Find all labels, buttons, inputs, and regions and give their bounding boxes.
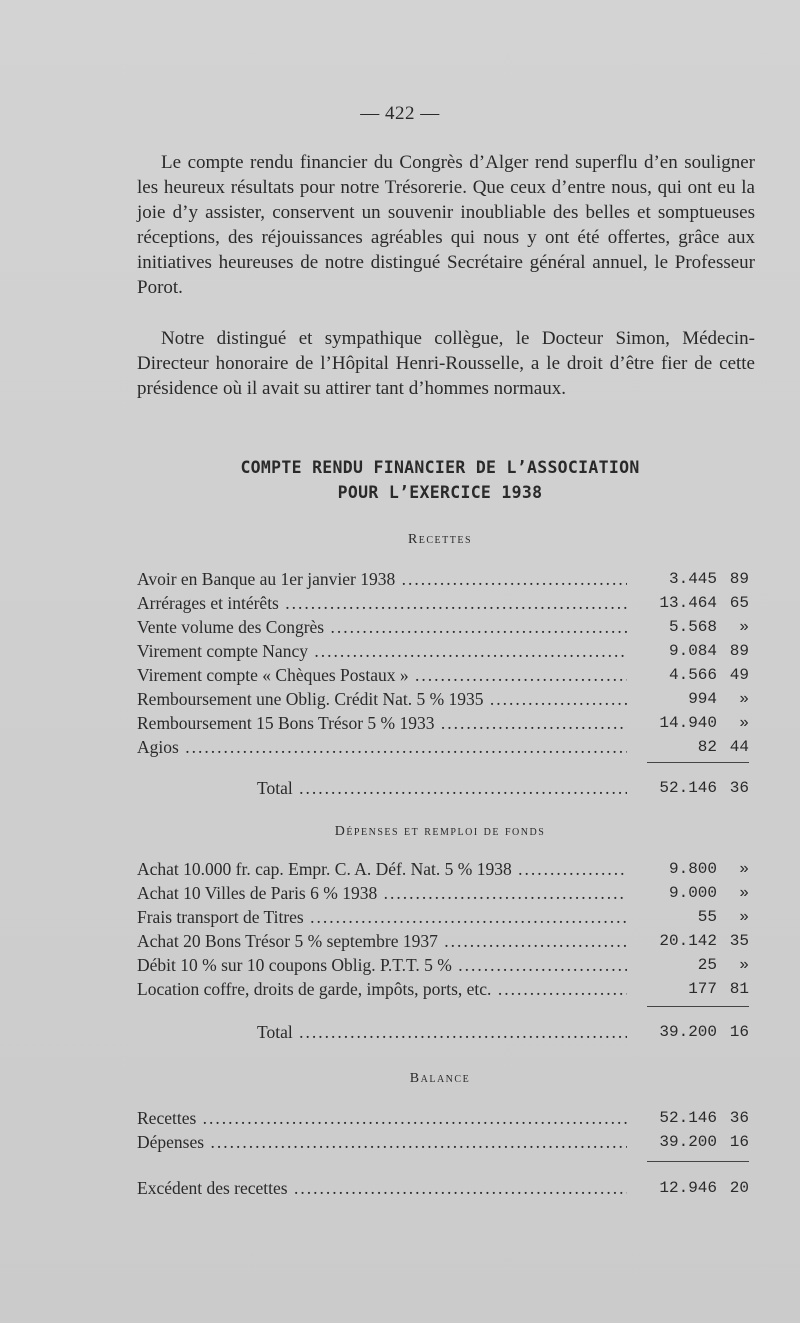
- row-cents: 89: [729, 642, 749, 660]
- balance-row: [137, 1130, 749, 1154]
- row-cents: 36: [729, 1109, 749, 1127]
- depenses-total-row: [137, 1020, 749, 1044]
- depenses-row: [137, 881, 749, 905]
- recettes-row: [137, 687, 749, 711]
- total-amount: 39.200: [659, 1023, 717, 1041]
- row-label: Location coffre, droits de garde, impôts, ports, etc. .....: [137, 977, 627, 1001]
- row-cents: 81: [729, 980, 749, 998]
- row-amount: 4.566: [668, 666, 717, 684]
- row-amount: 52.146: [659, 1109, 717, 1127]
- row-label: Débit 10 % sur 10 coupons Oblig. P.T.T. 5 % .....: [137, 953, 627, 977]
- row-label: Remboursement une Oblig. Crédit Nat. 5 % 1935 .....: [137, 687, 627, 711]
- total-label: Total .....: [257, 776, 627, 800]
- row-cents: »: [739, 908, 749, 926]
- report-subtitle: POUR L’EXERCICE 1938: [337, 483, 543, 502]
- row-label: Virement compte Nancy .....: [137, 639, 627, 663]
- row-label: Virement compte « Chèques Postaux » .....: [137, 663, 627, 687]
- row-label: Recettes .....: [137, 1106, 627, 1130]
- report-title: COMPTE RENDU FINANCIER DE L’ASSOCIATION: [240, 458, 640, 477]
- row-cents: »: [739, 714, 749, 732]
- total-label: Total .....: [257, 1020, 627, 1044]
- depenses-heading: Dépenses et remploi de fonds: [334, 824, 546, 839]
- second-paragraph: Notre distingué et sympathique collègue, le Docteur Simon, Médecin-Directeur honoraire de l’Hôpital Henri-Rousselle, a le droit d’être fier de cette présidence où il avait su attirer tant d’hommes normaux.: [137, 328, 755, 399]
- row-cents: »: [739, 884, 749, 902]
- row-amount: 82: [697, 738, 717, 756]
- row-cents: »: [739, 860, 749, 878]
- sum-rule: [647, 1006, 749, 1007]
- row-label: Dépenses .....: [137, 1130, 627, 1154]
- row-cents: 49: [729, 666, 749, 684]
- balance-row: [137, 1106, 749, 1130]
- row-label: Achat 10.000 fr. cap. Empr. C. A. Déf. Nat. 5 % 1938 .....: [137, 857, 627, 881]
- row-amount: 9.084: [668, 642, 717, 660]
- row-label: Agios .....: [137, 735, 627, 759]
- total-amount: 52.146: [659, 779, 717, 797]
- row-amount: 14.940: [659, 714, 717, 732]
- row-cents: »: [739, 618, 749, 636]
- recettes-row: [137, 735, 749, 759]
- sum-rule: [647, 1161, 749, 1162]
- sum-rule: [647, 762, 749, 763]
- result-amount: 12.946: [659, 1179, 717, 1197]
- recettes-row: [137, 663, 749, 687]
- row-amount: 177: [688, 980, 717, 998]
- depenses-row: [137, 977, 749, 1001]
- row-amount: 5.568: [668, 618, 717, 636]
- total-cents: 36: [729, 779, 749, 797]
- row-cents: 16: [729, 1133, 749, 1151]
- row-cents: »: [739, 690, 749, 708]
- result-label: Excédent des recettes .....: [137, 1176, 627, 1200]
- page-number: — 422 —: [360, 103, 440, 124]
- row-label: Achat 20 Bons Trésor 5 % septembre 1937 .....: [137, 929, 627, 953]
- row-cents: 44: [729, 738, 749, 756]
- row-amount: 9.000: [668, 884, 717, 902]
- row-amount: 3.445: [668, 570, 717, 588]
- recettes-row: [137, 711, 749, 735]
- row-amount: 25: [697, 956, 717, 974]
- row-amount: 55: [697, 908, 717, 926]
- result-cents: 20: [729, 1179, 749, 1197]
- recettes-row: [137, 567, 749, 591]
- row-amount: 9.800: [668, 860, 717, 878]
- row-amount: 39.200: [659, 1133, 717, 1151]
- row-label: Avoir en Banque au 1er janvier 1938 .....: [137, 567, 627, 591]
- recettes-total-row: [137, 776, 749, 800]
- row-label: Remboursement 15 Bons Trésor 5 % 1933 .....: [137, 711, 627, 735]
- total-cents: 16: [729, 1023, 749, 1041]
- row-cents: 35: [729, 932, 749, 950]
- recettes-heading: Recettes: [407, 532, 473, 547]
- recettes-row: [137, 615, 749, 639]
- row-amount: 994: [688, 690, 717, 708]
- row-cents: 89: [729, 570, 749, 588]
- depenses-row: [137, 905, 749, 929]
- row-cents: 65: [729, 594, 749, 612]
- depenses-row: [137, 929, 749, 953]
- recettes-row: [137, 639, 749, 663]
- row-amount: 20.142: [659, 932, 717, 950]
- balance-heading: Balance: [409, 1071, 471, 1086]
- row-cents: »: [739, 956, 749, 974]
- row-label: Achat 10 Villes de Paris 6 % 1938 .....: [137, 881, 627, 905]
- intro-paragraph: Le compte rendu financier du Congrès d’Alger rend superflu d’en souligner les heureux résultats pour notre Trésorerie. Que ceux d’entre nous, qui ont eu la joie d’y assister, conservent un souvenir inoubliable des belles et somptueuses réceptions, des réjouissances agréables qui nous y ont été offertes, grâce aux initiatives heureuses de notre distingué Secrétaire général annuel, le Professeur Porot.: [137, 152, 755, 298]
- row-label: Arrérages et intérêts .....: [137, 591, 627, 615]
- depenses-row: [137, 857, 749, 881]
- recettes-row: [137, 591, 749, 615]
- excedent-row: [137, 1176, 749, 1200]
- row-label: Frais transport de Titres .....: [137, 905, 627, 929]
- depenses-row: [137, 953, 749, 977]
- row-amount: 13.464: [659, 594, 717, 612]
- row-label: Vente volume des Congrès .....: [137, 615, 627, 639]
